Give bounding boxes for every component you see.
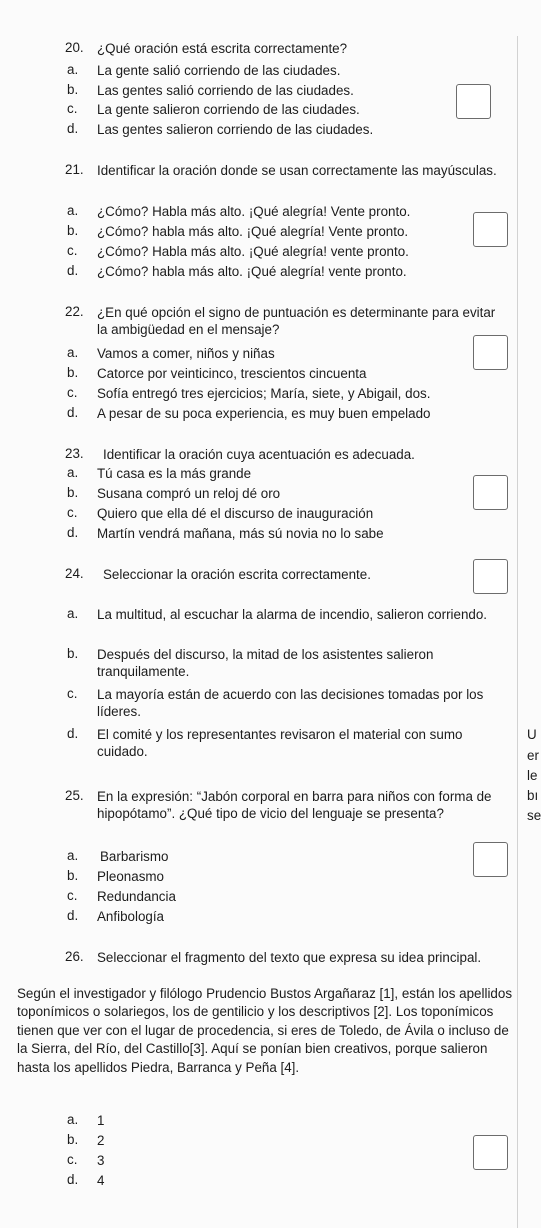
question-number: 22. <box>65 304 84 319</box>
option-letter: b. <box>67 365 79 380</box>
option-letter: a. <box>67 62 79 77</box>
option-text: Sofía entregó tres ejercicios; María, siete, y Abigail, dos. <box>97 386 431 401</box>
option-text: La gente salió corriendo de las ciudades. <box>97 63 341 78</box>
option-letter: c. <box>67 505 78 520</box>
option-letter: c. <box>67 888 78 903</box>
question-text: En la expresión: “Jabón corporal en barra para niños con forma de hipopótamo”. ¿Qué tipo de vicio del lenguaje se presenta? <box>97 789 492 821</box>
clipped-text-fragment: U <box>527 727 537 742</box>
option-text: La multitud, al escuchar la alarma de incendio, salieron corriendo. <box>97 607 488 622</box>
option-text: Martín vendrá mañana, más sú novia no lo sabe <box>97 526 384 541</box>
option-letter: a. <box>67 848 79 863</box>
option-letter: d. <box>67 121 79 136</box>
reading-passage: Según el investigador y filólogo Prudencio Bustos Argañaraz [1], están los apellidos toponímicos o solariegos, los de gentilicio y los descriptivos [2]. Los toponímicos tienen que ver con el lugar de procedencia, si eres de Toledo, de Ávila o incluso de la Sierra, del Río, del Castillo[3]. Aquí se ponían bien creativos, porque salieron hasta los apellidos Piedra, Barranca y Peña [4]. <box>17 986 513 1075</box>
option-text: A pesar de su poca experiencia, es muy buen empelado <box>97 406 431 421</box>
option-text: Pleonasmo <box>97 869 164 884</box>
answer-box[interactable] <box>473 212 508 247</box>
option-letter: a. <box>67 606 79 621</box>
question-number: 20. <box>65 40 84 55</box>
option-text: ¿Cómo? Habla más alto. ¡Qué alegría! vente pronto. <box>97 244 409 259</box>
option-text: 2 <box>97 1133 105 1148</box>
option-text: 4 <box>97 1173 105 1188</box>
option-text: ¿Cómo? Habla más alto. ¡Qué alegría! Vente pronto. <box>97 204 411 219</box>
option-letter: c. <box>67 686 78 701</box>
question-text: ¿En qué opción el signo de puntuación es determinante para evitar la ambigüedad en el mensaje? <box>97 305 496 337</box>
question-number: 24. <box>65 566 84 581</box>
clipped-text-fragment: se <box>527 808 541 823</box>
option-letter: b. <box>67 82 79 97</box>
option-letter: d. <box>67 405 79 420</box>
option-text: ¿Cómo? habla más alto. ¡Qué alegría! Vente pronto. <box>97 224 409 239</box>
option-text: Catorce por veinticinco, trescientos cincuenta <box>97 366 367 381</box>
question-text: Identificar la oración donde se usan correctamente las mayúsculas. <box>97 163 497 178</box>
option-letter: c. <box>67 1152 78 1167</box>
option-text: Anfibología <box>97 909 165 924</box>
option-text: Tú casa es la más grande <box>97 466 252 481</box>
question-number: 21. <box>65 162 84 177</box>
option-text: Las gentes salieron corriendo de las ciudades. <box>97 122 374 137</box>
option-letter: c. <box>67 385 78 400</box>
question-number: 25. <box>65 788 84 803</box>
option-letter: c. <box>67 101 78 116</box>
option-text: La mayoría están de acuerdo con las decisiones tomadas por los líderes. <box>97 687 484 719</box>
question-number: 23. <box>65 446 84 461</box>
option-letter: b. <box>67 868 79 883</box>
clipped-text-fragment: er <box>527 748 539 763</box>
option-text: Susana compró un reloj dé oro <box>97 486 281 501</box>
answer-box[interactable] <box>473 475 508 510</box>
option-text: Después del discurso, la mitad de los asistentes salieron tranquilamente. <box>97 647 434 679</box>
option-letter: b. <box>67 646 79 661</box>
column-divider <box>517 36 518 1228</box>
option-text: Quiero que ella dé el discurso de inauguración <box>97 506 374 521</box>
option-text: Vamos a comer, niños y niñas <box>97 346 275 361</box>
question-text: Identificar la oración cuya acentuación es adecuada. <box>103 447 415 462</box>
option-text: El comité y los representantes revisaron el material con sumo cuidado. <box>97 727 463 759</box>
option-letter: a. <box>67 345 79 360</box>
clipped-text-fragment: bı <box>527 788 539 803</box>
option-text: Las gentes salió corriendo de las ciudades. <box>97 83 354 98</box>
option-letter: b. <box>67 485 79 500</box>
option-letter: d. <box>67 525 79 540</box>
question-text: Seleccionar el fragmento del texto que expresa su idea principal. <box>97 950 482 965</box>
option-letter: d. <box>67 908 79 923</box>
option-letter: a. <box>67 203 79 218</box>
clipped-text-fragment: le <box>527 768 538 783</box>
option-text: ¿Cómo? habla más alto. ¡Qué alegría! vente pronto. <box>97 264 407 279</box>
option-text: Barbarismo <box>100 849 169 864</box>
question-text: Seleccionar la oración escrita correctamente. <box>103 567 371 582</box>
option-text: La gente salieron corriendo de las ciudades. <box>97 102 360 117</box>
answer-box[interactable] <box>456 84 491 119</box>
option-letter: a. <box>67 465 79 480</box>
option-letter: a. <box>67 1112 79 1127</box>
option-letter: d. <box>67 726 79 741</box>
answer-box[interactable] <box>473 335 508 370</box>
option-letter: c. <box>67 243 78 258</box>
option-letter: d. <box>67 1172 79 1187</box>
question-number: 26. <box>65 949 84 964</box>
option-text: 1 <box>97 1113 105 1128</box>
answer-box[interactable] <box>473 1135 508 1170</box>
option-letter: b. <box>67 1132 79 1147</box>
question-text: ¿Qué oración está escrita correctamente? <box>97 41 348 56</box>
option-letter: d. <box>67 263 79 278</box>
option-text: Redundancia <box>97 889 176 904</box>
option-letter: b. <box>67 223 79 238</box>
answer-box[interactable] <box>473 842 508 877</box>
option-text: 3 <box>97 1153 105 1168</box>
answer-box[interactable] <box>473 559 508 594</box>
